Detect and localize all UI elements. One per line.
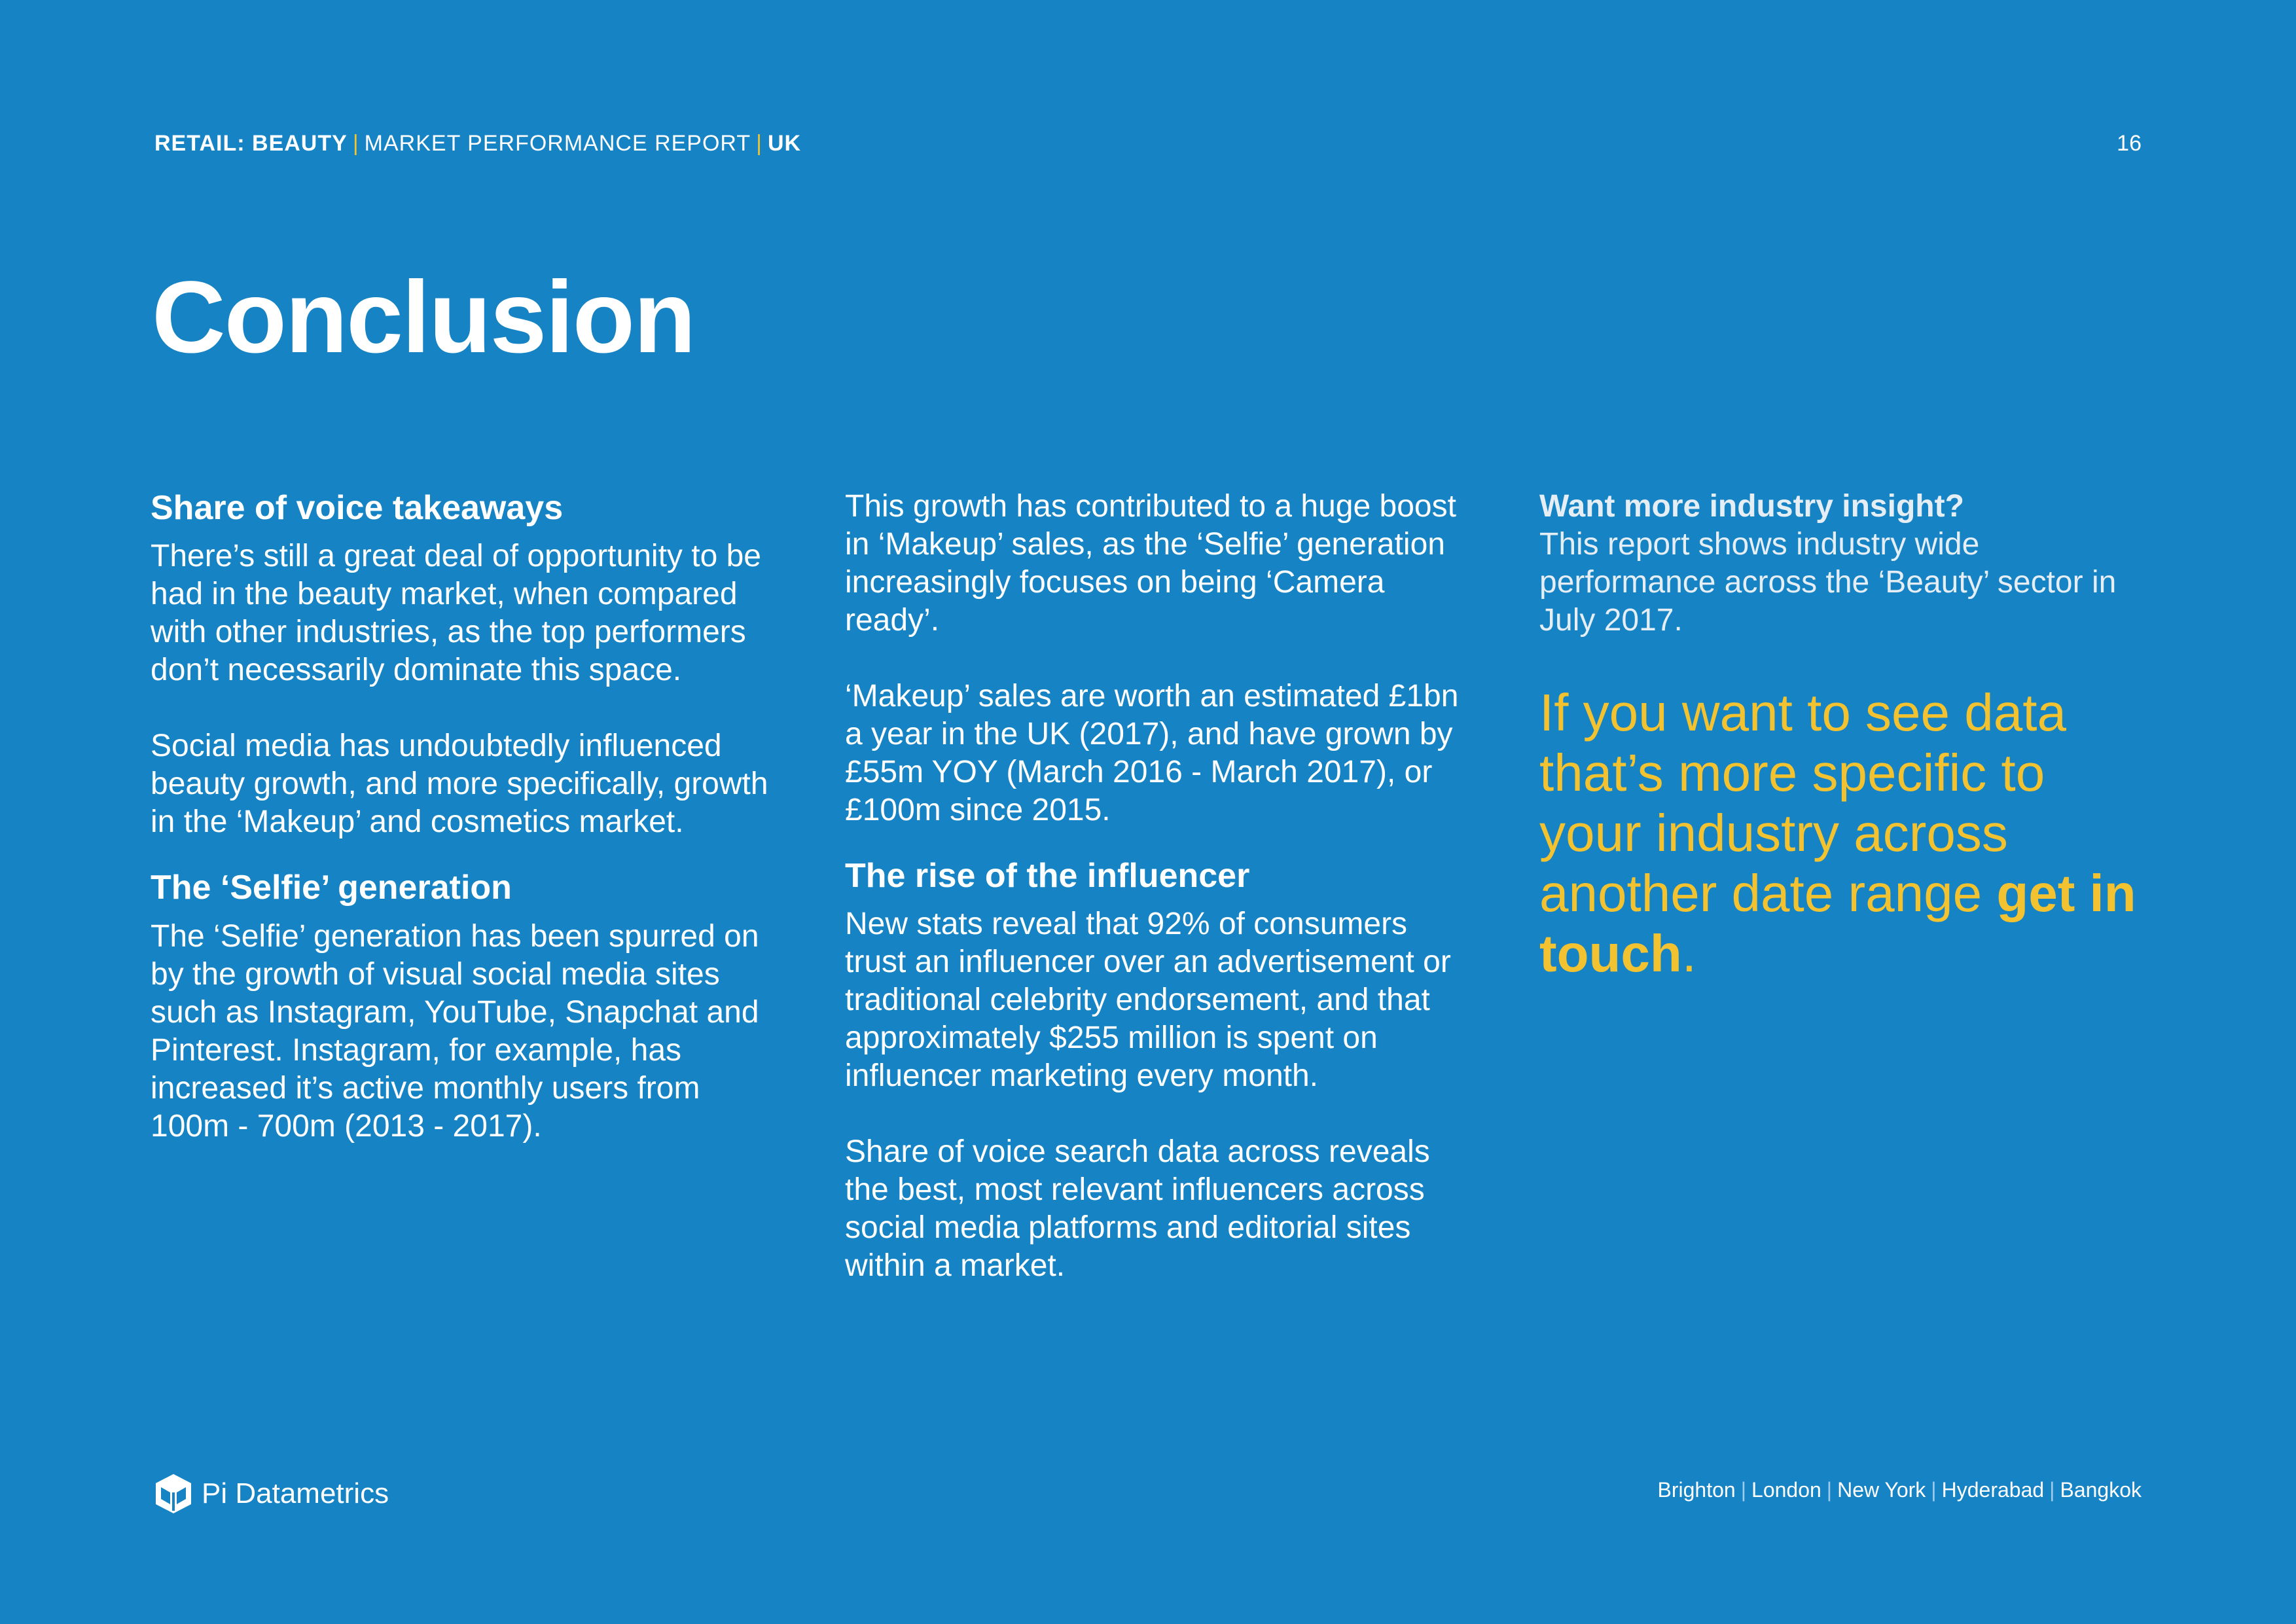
header-region: UK	[767, 131, 802, 156]
header-section: RETAIL: BEAUTY	[154, 131, 348, 156]
column-growth	[845, 488, 1473, 1285]
paragraph: ‘Makeup’ sales are worth an estimated £1bn a year in the UK (2017), and have grown by £55m YOY (March 2016 - March 2017), or £100m since 2015.	[845, 679, 1459, 827]
logo-text: Pi Datametrics	[202, 1477, 389, 1509]
insight-body: This report shows industry wide performance across the ‘Beauty’ sector in July 2017.	[1539, 527, 2117, 638]
paragraph: The ‘Selfie’ generation has been spurred on by the growth of visual social media sites such as Instagram, YouTube, Snapchat and Pinterest. Instagram, for example, has increased it’s active monthly users from 100m - 700m (2013 - 2017).	[151, 918, 759, 1144]
city: New York	[1837, 1478, 1926, 1502]
paragraph: Share of voice search data across reveals the best, most relevant influencers across social media platforms and editorial sites within a market.	[845, 1134, 1430, 1284]
insight-heading: Want more industry insight?	[1539, 489, 1964, 524]
paragraph: There’s still a great deal of opportunity to be had in the beauty market, when compared with other industries, as the top performers don’t necessarily dominate this space.	[151, 539, 761, 688]
city: Brighton	[1657, 1478, 1736, 1502]
page-number: 16	[2117, 131, 2142, 156]
get-in-touch-link[interactable]: get in touch	[1539, 864, 2136, 983]
heading-share-of-voice: Share of voice takeaways	[151, 489, 564, 527]
city: London	[1751, 1478, 1821, 1502]
header-report: MARKET PERFORMANCE REPORT	[364, 131, 751, 156]
page-title: Conclusion	[152, 261, 695, 374]
paragraph: New stats reveal that 92% of consumers trust an influencer over an advertisement or traditional celebrity endorsement, and that approximately $255 million is spent on influencer marketing every month.	[845, 907, 1451, 1094]
office-locations: Brighton | London | New York | Hyderabad | Bangkok	[1657, 1478, 2142, 1502]
cta-period: .	[1681, 924, 1696, 983]
call-to-action	[1539, 683, 2142, 984]
report-header	[154, 131, 801, 156]
header-separator: |	[756, 131, 762, 156]
heading-rise-of-influencer: The rise of the influencer	[845, 857, 1250, 895]
column-insight	[1539, 488, 2142, 984]
heading-selfie-generation: The ‘Selfie’ generation	[151, 869, 512, 907]
column-takeaways	[151, 488, 779, 1146]
city: Hyderabad	[1941, 1478, 2045, 1502]
company-logo	[154, 1473, 389, 1515]
paragraph: This growth has contributed to a huge boost in ‘Makeup’ sales, as the ‘Selfie’ generation increasingly focuses on being ‘Camera ready’.	[845, 489, 1456, 638]
cta-text: If you want to see data that’s more specific to your industry across another date range	[1539, 683, 2066, 922]
paragraph: Social media has undoubtedly influenced beauty growth, and more specifically, growth in the ‘Makeup’ and cosmetics market.	[151, 729, 768, 840]
pi-cube-icon	[154, 1473, 192, 1515]
city: Bangkok	[2060, 1478, 2142, 1502]
header-separator: |	[352, 131, 359, 156]
